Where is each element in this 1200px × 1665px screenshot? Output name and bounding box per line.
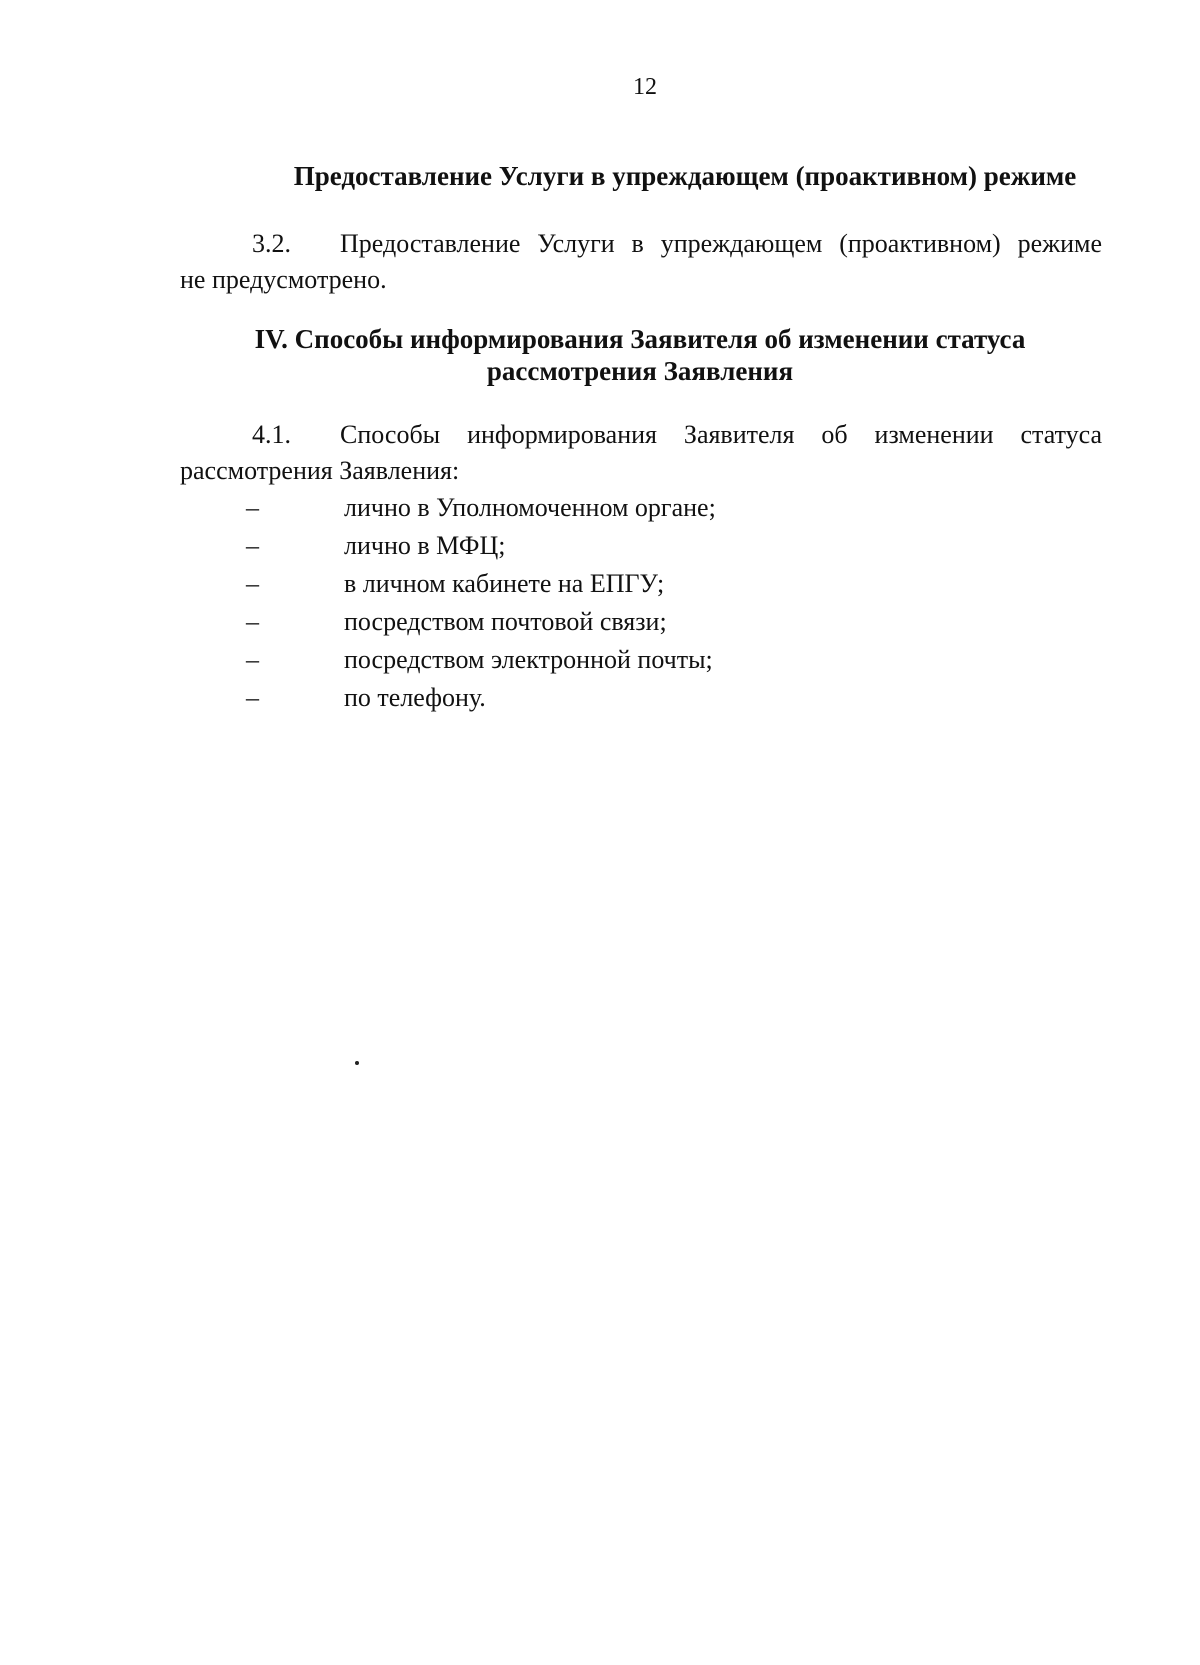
paragraph-3-2-line2: не предусмотрено. <box>180 265 387 294</box>
section-heading-iv <box>180 323 1100 387</box>
paragraph-number: 3.2. <box>252 229 291 258</box>
paragraph-3-2 <box>180 226 1102 298</box>
list-item-text: посредством почтовой связи; <box>344 607 667 636</box>
section-heading-iv-line2: рассмотрения Заявления <box>486 356 794 386</box>
list-item <box>0 680 1200 718</box>
list-item-text: в личном кабинете на ЕПГУ; <box>344 569 665 598</box>
paragraph-4-1-line1 <box>180 417 1102 453</box>
section-heading-proactive: Предоставление Услуги в упреждающем (проактивном) режиме <box>293 161 1077 191</box>
informing-methods-list <box>0 490 1200 718</box>
section-heading-iv-line1: IV. Способы информирования Заявителя об изменении статуса <box>254 324 1026 354</box>
paragraph-text: Способы информирования Заявителя об изменении статуса <box>340 420 1102 449</box>
list-item-text: по телефону. <box>344 683 486 712</box>
list-item-text: лично в Уполномоченном органе; <box>344 493 716 522</box>
list-dash: – <box>246 493 259 522</box>
list-item-text: лично в МФЦ; <box>344 531 506 560</box>
list-dash: – <box>246 607 259 636</box>
list-dash: – <box>246 569 259 598</box>
list-item <box>0 528 1200 566</box>
list-dash: – <box>246 531 259 560</box>
paragraph-text: Предоставление Услуги в упреждающем (проактивном) режиме <box>340 229 1102 258</box>
paragraph-number: 4.1. <box>252 420 291 449</box>
list-item <box>0 566 1200 604</box>
scan-speck <box>355 1061 359 1065</box>
list-item <box>0 642 1200 680</box>
list-dash: – <box>246 645 259 674</box>
paragraph-4-1 <box>180 417 1102 489</box>
list-item <box>0 490 1200 528</box>
paragraph-4-1-line2: рассмотрения Заявления: <box>180 456 460 485</box>
list-dash: – <box>246 683 259 712</box>
paragraph-3-2-line1 <box>180 226 1102 262</box>
list-item-text: посредством электронной почты; <box>344 645 713 674</box>
list-item <box>0 604 1200 642</box>
page-number: 12 <box>633 74 657 100</box>
